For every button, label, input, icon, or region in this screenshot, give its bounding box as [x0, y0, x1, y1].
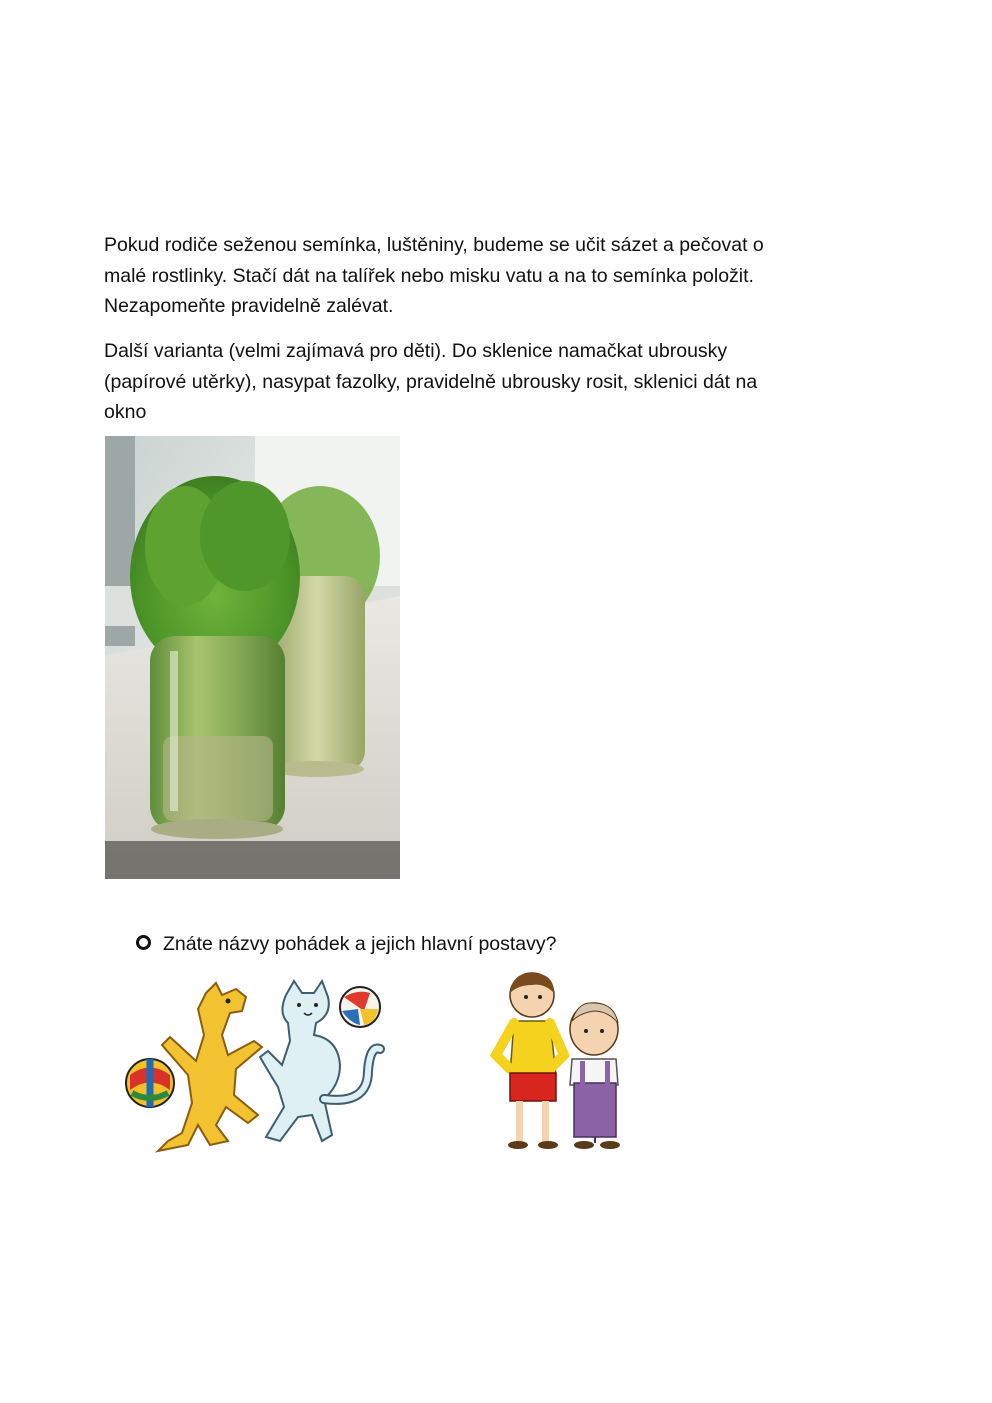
bullet-item — [136, 929, 557, 959]
sprouts-in-jars-photo — [105, 436, 400, 879]
ball-icon — [340, 987, 380, 1027]
text-line: Nezapomeňte pravidelně zalévat. — [104, 295, 394, 317]
text-line: Pokud rodiče seženou semínka, luštěniny, budeme se učit sázet a pečovat o — [104, 234, 764, 256]
two-boys-illustration — [488, 965, 638, 1155]
text-line: (papírové utěrky), nasypat fazolky, pravidelně ubrousky rosit, sklenici dát na — [104, 370, 758, 393]
text-line: malé rostlinky. Stačí dát na talířek nebo misku vatu a na to semínka položit. — [104, 264, 754, 287]
paragraph-jar-variant — [104, 336, 844, 428]
text-line: okno — [104, 401, 147, 423]
ball-icon — [126, 1059, 174, 1107]
dog-and-cat-illustration — [118, 975, 408, 1157]
text-line: Další varianta (velmi zajímavá pro děti). Do sklenice namačkat ubrousky — [104, 340, 728, 362]
paragraph-planting — [104, 230, 844, 322]
bullet-text: Znáte názvy pohádek a jejich hlavní postavy? — [163, 933, 557, 955]
bullet-circle-icon — [136, 935, 151, 950]
